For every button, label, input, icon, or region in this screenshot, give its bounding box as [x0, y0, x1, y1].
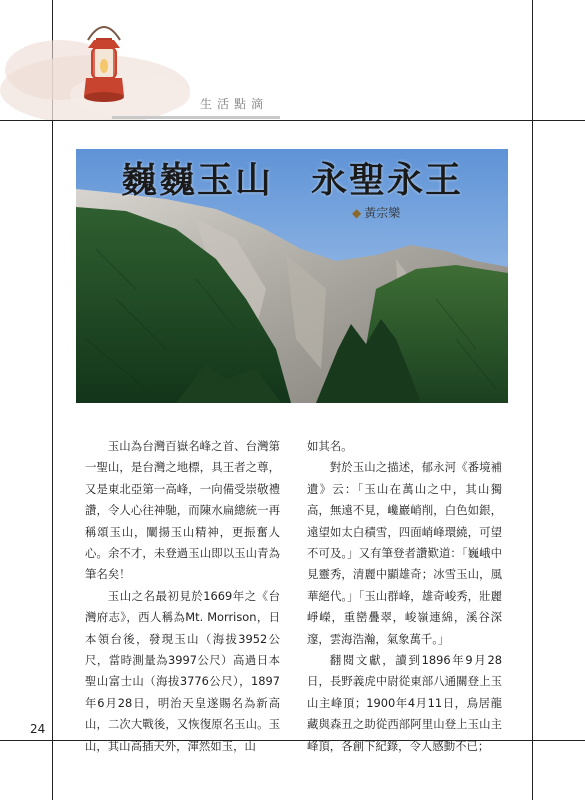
- paragraph: 對於玉山之描述，郁永河《番境補遺》云：「玉山在萬山之中，其山獨高，無遠不見，巉巖峭削，白色如銀，遠望如太白積雪，四面峭峰環繞，可望不可及。」又有筆登者讚歎道：「巍峨中見靈秀，清麗中顯雄奇；冰雪玉山，風華絕代。」「玉山群峰，雄奇峻秀，壯麗崢嶸，重巒疊翠，峻嶺連綿，溪谷深邃，雲海浩瀚，氣象萬千。」: [307, 460, 502, 646]
- section-label-underline: [112, 116, 280, 119]
- right-top-tick: [532, 120, 585, 121]
- paragraph: 翻閱文獻，讀到1896年9月28日，長野義虎中尉從東部八通關登上玉山主峰頂；1900年4月11日，鳥居龍藏與森丑之助從西部阿里山登上玉山主峰頂，各創下紀錄，令人感動不已；: [307, 653, 502, 753]
- diamond-icon: ◆: [352, 206, 362, 220]
- section-label: 生活點滴: [200, 97, 269, 111]
- paragraph: 玉山為台灣百嶽名峰之首、台灣第一聖山，是台灣之地標，具王者之尊，又是東北亞第一高峰，一向備受崇敬禮讚，令人心往神馳，而陳水扁總統一再稱頌玉山，闡揚玉山精神，更振奮人心。余不才，未登過玉山即以玉山青為筆名矣！: [85, 439, 280, 582]
- paragraph: 玉山之名最初見於1669年之《台灣府志》，西人稱為Mt. Morrison，日本領台後，發現玉山（海拔3952公尺，當時測量為3997公尺）高過日本聖山富士山（海拔3776公尺），1897年6月28日，明治天皇遂賜名為新高山，二次大戰後，又恢復原名玉山。玉山，其山高插天外，渾然如玉，山: [85, 588, 280, 753]
- right-column: [307, 436, 502, 757]
- top-rule: [0, 120, 585, 121]
- lantern-logo: [0, 0, 200, 120]
- article-title: 巍巍玉山 永聖永王: [120, 159, 463, 201]
- author-name: 黃宗樂: [364, 206, 401, 220]
- page-number: 24: [30, 722, 46, 736]
- left-column: [85, 436, 280, 757]
- author-byline: [352, 204, 400, 221]
- paragraph: 如其名。: [307, 439, 353, 453]
